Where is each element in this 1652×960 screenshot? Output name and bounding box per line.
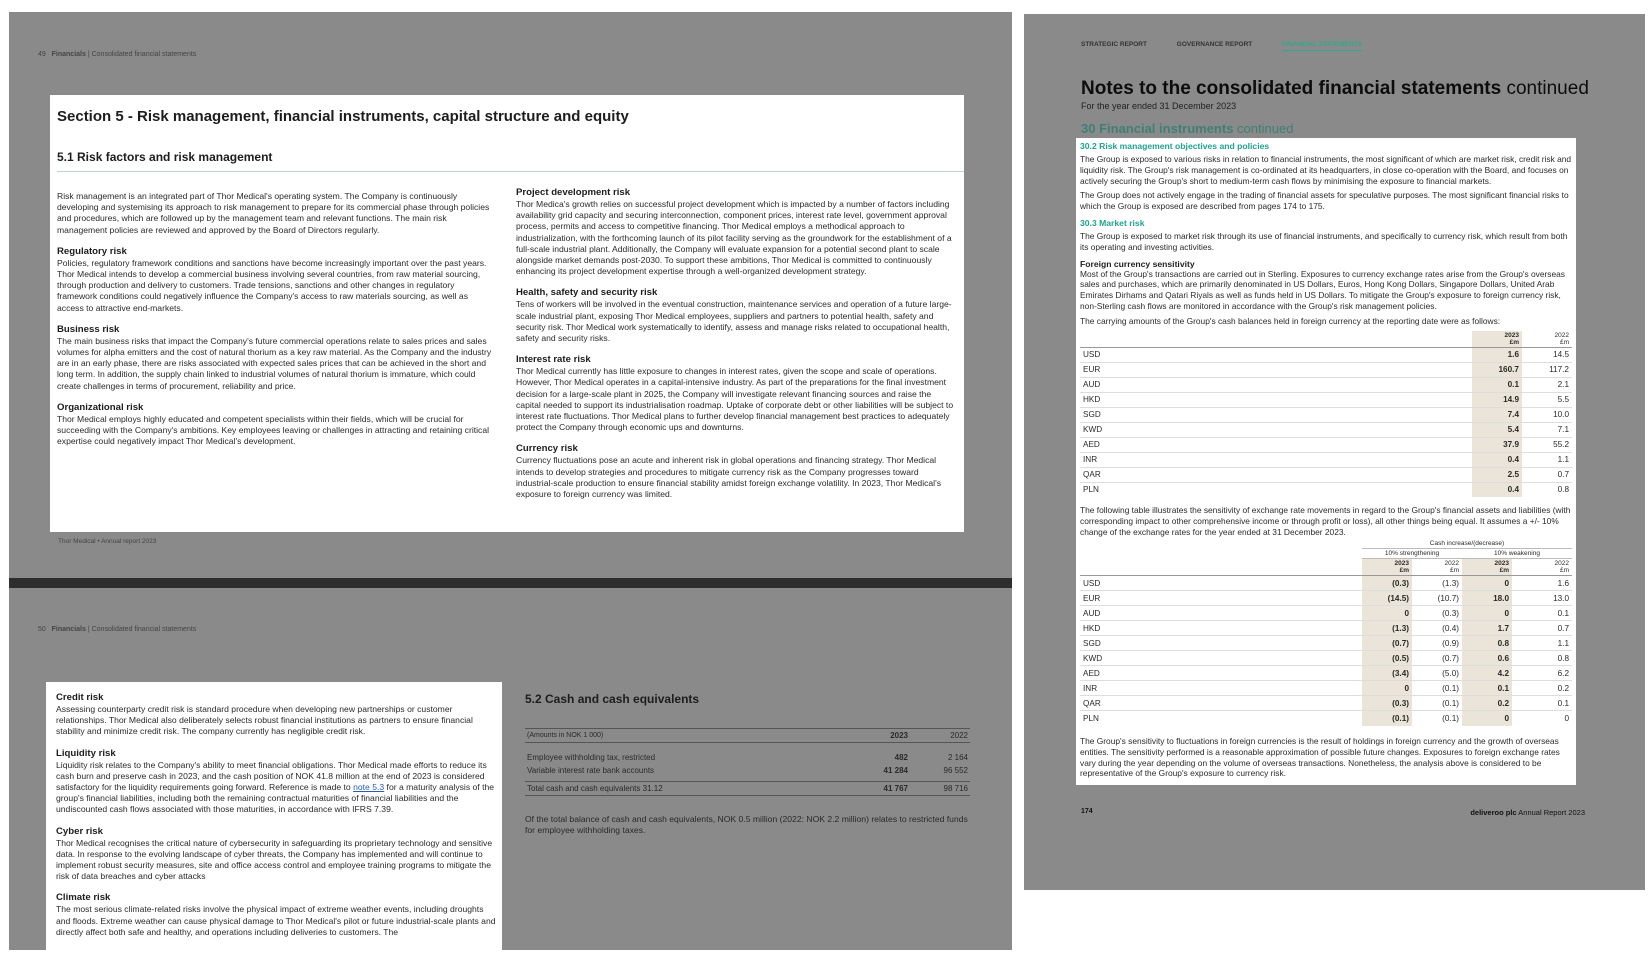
t1-col-2022: 2022 £m: [1554, 331, 1569, 346]
value-2022: 5.5: [1557, 395, 1569, 405]
table-header: [525, 729, 970, 743]
nav-governance-report[interactable]: GOVERNANCE REPORT: [1176, 41, 1253, 48]
str-2022: (0.1): [1442, 714, 1459, 724]
highlight-region: [46, 682, 502, 950]
brand-name: deliveroo plc: [1470, 808, 1517, 817]
table-row: [1080, 452, 1572, 467]
weakening-header: 10% weakening: [1462, 549, 1572, 559]
section-title: Section 5 - Risk management, financial instruments, capital structure and equity: [57, 108, 629, 125]
cash-balances-table: [1080, 331, 1572, 498]
risk-column: [56, 692, 496, 948]
total-row: [525, 781, 970, 795]
row-2022: 2 164: [947, 752, 968, 762]
currency-code: USD: [1083, 350, 1101, 360]
table-row: [525, 764, 970, 777]
currency-code: QAR: [1083, 698, 1101, 708]
business-risk-text: The main business risks that impact the Company's future commercial operations relate to sales prices and sales volumes for alpha emitters and the cost of natural thorium as a key raw material. As the Company and the industry are in an early phase, there are risks associated with expected sales prices that can be achieved in the short and long term. In addition, the supply chain linked to industrial volumes of natural thorium is immature, which could create challenges in terms of procurement, reliability and price.: [57, 335, 492, 391]
value-2023: 2.5: [1472, 467, 1522, 482]
table-row: [1080, 666, 1572, 681]
weak-2023: 0.8: [1462, 636, 1512, 651]
crumb-separator: |: [87, 626, 90, 633]
table-row: [1080, 467, 1572, 482]
str-2023: (0.3): [1362, 696, 1412, 711]
table-row: [1080, 711, 1572, 726]
s302-para-1: The Group is exposed to various risks in relation to financial instruments, the most significant of which are market risk, credit risk and liquidity risk. The Group's risk management is co-ordinated at its headquarters, in close co-operation with the Board, and focuses on actively securing the Group's short to medium-term cash flows by minimising the exposure to financial markets.: [1080, 154, 1572, 186]
divider: [57, 171, 964, 172]
climate-risk-heading: Climate risk: [56, 892, 111, 904]
str-2022: (0.3): [1442, 608, 1459, 618]
title-bold: Notes to the consolidated financial statements: [1081, 78, 1502, 99]
value-2022: 0.7: [1557, 470, 1569, 480]
table-row: [1080, 681, 1572, 696]
page-footer: Thor Medical • Annual report 2023: [58, 538, 157, 545]
currency-code: HKD: [1083, 623, 1101, 633]
currency-risk-heading: Currency risk: [516, 443, 578, 455]
currency-code: EUR: [1083, 593, 1101, 603]
closing-para: The Group's sensitivity to fluctuations in foreign currencies is the result of holdings in foreign currency and the growth of overseas entities. The sensitivity performed is a reasonable approximation of possible future changes. Exposures to foreign exchange rates vary during the year depending on the volume of overseas transactions. Nonetheless, the analysis above is considered to be representative of the Group's exposure to currency risk.: [1080, 735, 1560, 779]
value-2023: 0.4: [1472, 482, 1522, 497]
str-2022: (5.0): [1442, 668, 1459, 678]
total-2022: 98 716: [943, 783, 968, 793]
crumb-consolidated: Consolidated financial statements: [91, 626, 197, 633]
table-row: [1080, 636, 1572, 651]
liquidity-text-b: for a maturity analysis of the group's financial liabilities, including both the remaining contractual maturities of financial liabilities and the undiscounted cash flows associated with those maturities, in accordance with IFRS 7.39.: [56, 782, 495, 815]
table-row: [1080, 437, 1572, 452]
str-2022: (0.1): [1442, 683, 1459, 693]
footer-brand: [1470, 808, 1585, 817]
t1-col-2023: 2023 £m: [1472, 331, 1522, 348]
table-row: [1080, 651, 1572, 666]
table-row: [1080, 392, 1572, 407]
value-2023: 5.4: [1472, 422, 1522, 437]
column-right: [516, 187, 956, 510]
column-left: [57, 191, 493, 457]
weak-2023: 18.0: [1462, 591, 1512, 606]
str-2023: 0: [1362, 606, 1412, 621]
cyber-risk-text: Thor Medical recognises the critical nature of cybersecurity in safeguarding its proprietary technology and sensitive data. In response to the evolving landscape of cyber threats, the Company has implemented and will continue to implement robust security measures, site and office access control and employee training programs to mitigate the risk of data breaches and cyber attacks: [56, 837, 493, 882]
nav-strategic-report[interactable]: STRATEGIC REPORT: [1081, 41, 1147, 48]
weak-2022: 6.2: [1557, 668, 1569, 678]
s303-para-1: The Group is exposed to market risk through its use of financial instruments, and specifically to currency risk, which result from both its operating and investing activities.: [1080, 230, 1568, 252]
currency-code: QAR: [1083, 470, 1101, 480]
group-header: [1080, 539, 1572, 549]
fcs-heading: Foreign currency sensitivity: [1080, 258, 1195, 269]
cyber-risk-heading: Cyber risk: [56, 825, 103, 837]
str-2023: (0.3): [1362, 576, 1412, 591]
page-number: 50: [38, 626, 46, 633]
table-row: [1080, 576, 1572, 591]
currency-code: PLN: [1083, 485, 1099, 495]
credit-risk-heading: Credit risk: [56, 692, 104, 703]
value-2023: 0.4: [1472, 452, 1522, 467]
business-risk-heading: Business risk: [57, 323, 120, 335]
currency-code: KWD: [1083, 653, 1103, 663]
str-2023: (0.5): [1362, 651, 1412, 666]
str-2023: (1.3): [1362, 621, 1412, 636]
table-row: [1080, 621, 1572, 636]
liquidity-risk-text: [56, 760, 496, 816]
row-2023: 482: [894, 752, 908, 762]
value-2023: 0.1: [1472, 377, 1522, 392]
notes-subtitle: For the year ended 31 December 2023: [1081, 101, 1237, 111]
subsection-title: 5.1 Risk factors and risk management: [57, 150, 273, 164]
cash-increase-header: Cash increase/(decrease): [1362, 539, 1572, 549]
value-2023: 7.4: [1472, 407, 1522, 422]
page-number: 49: [38, 51, 46, 58]
page-header: [38, 626, 196, 633]
weak-2022: 13.0: [1553, 593, 1569, 603]
page-174-viewer: [1024, 14, 1645, 890]
year-header: 2023 £m 2022 £m 2023 £m 2022 £m: [1080, 559, 1572, 576]
currency-code: INR: [1083, 683, 1098, 693]
str-2023: 0: [1362, 681, 1412, 696]
table-row: [1080, 407, 1572, 422]
organizational-risk-heading: Organizational risk: [57, 401, 144, 413]
currency-code: SGD: [1083, 410, 1101, 420]
table-row: [1080, 696, 1572, 711]
cash-title: 5.2 Cash and cash equivalents: [525, 692, 700, 706]
table-row: [1080, 591, 1572, 606]
currency-code: AED: [1083, 668, 1100, 678]
sensitivity-para: The following table illustrates the sensitivity of exchange rate movements in regard to the Group's financial assets and liabilities (with corresponding impact to other comprehensive income or through profit or loss), all other things being equal. It assumes a +/- 10% change of the exchange rates for the year ended at 31 December 2023.: [1080, 505, 1571, 537]
organizational-risk-text: Thor Medical employs highly educated and competent specialists within their fields, which will be crucial for succeeding with the Company's ambitions. Key employees leaving or challenges in attracting and retaining critical expertise could negatively impact Thor Medical's development.: [57, 413, 490, 447]
s302-heading: 30.2 Risk management objectives and policies: [1080, 141, 1270, 151]
highlight-region: [50, 95, 964, 532]
value-2022: 55.2: [1553, 440, 1569, 450]
table-row: [1080, 347, 1572, 362]
currency-code: SGD: [1083, 638, 1101, 648]
amounts-label: (Amounts in NOK 1 000): [527, 732, 604, 739]
currency-code: KWD: [1083, 425, 1103, 435]
note-5-3-link[interactable]: note 5.3: [353, 782, 385, 793]
table-row: [1080, 362, 1572, 377]
str-2023: (0.7): [1362, 636, 1412, 651]
sensitivity-table: [1080, 539, 1572, 726]
title-light: continued: [1501, 78, 1589, 99]
weak-2023: 4.2: [1462, 666, 1512, 681]
section-bold: 30 Financial instruments: [1081, 121, 1234, 136]
table-row: [525, 751, 970, 764]
row-label: Variable interest rate bank accounts: [527, 765, 655, 775]
hss-risk-text: Tens of workers will be involved in the eventual construction, maintenance services and operation of a future large-scale industrial plant, exposing Thor Medical employees, suppliers and partners to potential health, safety and security risk. Thor Medical work systematically to identify, assess and manage risks related to occupational health, safety and security risks.: [516, 299, 952, 344]
hss-risk-heading: Health, safety and security risk: [516, 287, 658, 299]
row-2023: 41 284: [883, 765, 908, 775]
climate-risk-text: The most serious climate-related risks involve the physical impact of extreme weather events, including droughts and floods. Extreme weather can cause physical damage to Thor Medical's pilot or future industrial-scale plants and directly affect both safe and healthy, and operations including deliveries to customers. The: [56, 904, 496, 937]
str-2022: (10.7): [1437, 593, 1459, 603]
top-nav: [1081, 41, 1362, 48]
weak-2023: 0.6: [1462, 651, 1512, 666]
crumb-consolidated: Consolidated financial statements: [91, 51, 197, 58]
section-light: continued: [1233, 121, 1294, 136]
liquidity-risk-heading: Liquidity risk: [56, 747, 116, 759]
weak-2023: 0: [1462, 711, 1512, 726]
sub-header: [1080, 549, 1572, 559]
currency-code: AUD: [1083, 380, 1101, 390]
row-2022: 96 552: [943, 765, 968, 775]
str-2022: (1.3): [1442, 578, 1459, 588]
weak-2022: 0.1: [1557, 608, 1569, 618]
fcs-para-2: The carrying amounts of the Group's cash balances held in foreign currency at the reporting date were as follows:: [1080, 315, 1501, 326]
table-row: [1080, 377, 1572, 392]
page-50-viewer: [9, 588, 1012, 950]
value-2022: 14.5: [1553, 350, 1569, 360]
regulatory-risk-heading: Regulatory risk: [57, 245, 127, 257]
str-2022: (0.7): [1442, 653, 1459, 663]
weak-2022: 0: [1564, 714, 1569, 724]
page-number: 174: [1081, 808, 1093, 815]
table-row: [1080, 422, 1572, 437]
value-2023: 37.9: [1472, 437, 1522, 452]
table-row: [1080, 482, 1572, 497]
project-risk-text: Thor Medica's growth relies on successful project development which is impacted by a number of factors including availability grid capacity and securing interconnection, component prices, interest rate level, government approval process, permits and access to competitive financing. Thor Medical employs a methodical approach to industrialization, with the forthcoming launch of its pilot facility serving as the groundwork for the establishment of a full-scale industrial plant. Additionally, the Company will evaluate expansion for a potential second plant to scale alongside market demands post-2030. To support these ambitions, Thor Medical is committed to continuously enhancing its project development expertise through a well-organized development strategy.: [516, 199, 952, 277]
highlight-region: [1076, 138, 1576, 785]
nav-financial-statements[interactable]: FINANCIAL STATEMENTS: [1282, 41, 1362, 51]
currency-code: PLN: [1083, 714, 1099, 724]
footer-text: Annual Report 2023: [1516, 808, 1585, 817]
total-2023: 41 767: [883, 783, 908, 793]
section-heading: [1081, 121, 1293, 136]
weak-2022: 0.2: [1557, 683, 1569, 693]
weak-2023: 0: [1462, 606, 1512, 621]
currency-code: HKD: [1083, 395, 1101, 405]
str-2022: (0.4): [1442, 623, 1459, 633]
cash-table: [525, 728, 970, 796]
credit-risk-text: Assessing counterparty credit risk is standard procedure when developing new partnerships or customer relationships. Thor Medical also deliberately selects robust financial institutions as partners to ensure financial stability and minimize credit risk. The company currently has negligible credit risk.: [56, 704, 473, 737]
notes-title: [1081, 78, 1589, 100]
str-2023: (3.4): [1362, 666, 1412, 681]
s302-para-2: The Group does not actively engage in the trading of financial assets for speculative purposes. The most significant financial risks to which the Group is exposed are described from pages 174 to 175.: [1080, 190, 1569, 212]
crumb-financials: Financials: [51, 51, 86, 58]
page-49-viewer: [9, 12, 1012, 578]
total-label: Total cash and cash equivalents 31.12: [527, 783, 663, 793]
weak-2022: 0.1: [1557, 698, 1569, 708]
row-label: Employee withholding tax, restricted: [527, 752, 656, 762]
value-2023: 160.7: [1472, 362, 1522, 377]
liquidity-text-a: Liquidity risk relates to the Company's ability to meet financial obligations. Thor Medical made efforts to reduce its cash burn and preserve cash in 2023, and the cash position of NOK 41.8 million at the end of 2023 is considered satisfactory for the liquidity requirements going forward. Reference is made to: [56, 759, 487, 793]
strengthening-header: 10% strengthening: [1362, 549, 1462, 559]
value-2023: 14.9: [1472, 392, 1522, 407]
value-2023: 1.6: [1472, 347, 1522, 362]
str-2023: (0.1): [1362, 711, 1412, 726]
weak-2023: 0: [1462, 576, 1512, 591]
intro-text: Risk management is an integrated part of Thor Medical's operating system. The Company is continuously developing and systemising its approach to risk management to prepare for its commercial phase through policies and procedures, which are followed up by the management team and relevant functions. The main risk management policies are reviewed and approved by the Board of Directors regularly.: [57, 191, 490, 235]
value-2022: 1.1: [1557, 455, 1569, 465]
page-separator: [9, 578, 1012, 588]
currency-risk-text: Currency fluctuations pose an acute and inherent risk in global operations and financing strategy. Thor Medical intends to develop strategies and procedures to mitigate currency risk as the Company progresses toward industrial-scale production to ensure financial stability amidst foreign exchange volatility. In 2023, Thor Medical's exposure to foreign currency was limited.: [516, 455, 942, 500]
weak-2022: 0.8: [1557, 653, 1569, 663]
value-2022: 7.1: [1557, 425, 1569, 435]
str-2022: (0.1): [1442, 698, 1459, 708]
value-2022: 0.8: [1557, 485, 1569, 495]
currency-code: EUR: [1083, 365, 1101, 375]
crumb-separator: |: [87, 51, 90, 58]
weak-2022: 0.7: [1557, 623, 1569, 633]
weak-2022: 1.1: [1557, 638, 1569, 648]
currency-code: USD: [1083, 578, 1101, 588]
value-2022: 2.1: [1557, 380, 1569, 390]
table-header: [1080, 331, 1572, 348]
value-2022: 10.0: [1553, 410, 1569, 420]
table-row: [1080, 606, 1572, 621]
fcs-para-1: Most of the Group's transactions are carried out in Sterling. Exposures to currency exchange rates arise from the Group's overseas sales and purchases, which are primarily denominated in US Dollars, Euros, Hong Kong Dollars, Singapore Dollars, United Arab Emirates Dirhams and Qatari Riyals as well as funds held in US Dollars. To mitigate the Group's exposure to foreign currency risk, non-Sterling cash flows are monitored in accordance with the Group's risk management policies.: [1080, 268, 1565, 311]
regulatory-risk-text: Policies, regulatory framework conditions and sanctions have become increasingly important over the past years. Thor Medical intends to develop a commercial business involving several countries, from raw material sourcing, through production and delivery to customers. Trade tensions, sanctions and other changes in regulatory framework conditions could negatively influence the Company's access to raw materials sourcing, as well as access to attractive end-markets.: [57, 257, 487, 313]
page-header: [38, 51, 196, 58]
str-2022: (0.9): [1442, 638, 1459, 648]
currency-code: AUD: [1083, 608, 1101, 618]
col-2022: 2022: [950, 731, 968, 740]
interest-rate-risk-text: Thor Medical currently has little exposure to changes in interest rates, given the scope and scale of operations. However, Thor Medical operates in a capital-intensive industry. As part of the preparations for the final investment decision for a large-scale plant in 2025, the Company will investigate relevant financing sources and raise the capital needed to support its industrialisation roadmap. Uptake of corporate debt or other liabilities will be subject to interest rate fluctuations. Thor Medical plans to further develop financial management best practices to adequately protect the Company through economic ups and downturns.: [516, 366, 954, 433]
weak-2023: 0.1: [1462, 681, 1512, 696]
s303-heading: 30.3 Market risk: [1080, 217, 1145, 228]
col-2023: 2023: [890, 731, 908, 740]
cash-section: [525, 692, 970, 836]
weak-2022: 1.6: [1557, 578, 1569, 588]
cash-note: Of the total balance of cash and cash equivalents, NOK 0.5 million (2022: NOK 2.2 million) relates to restricted funds for employee withholding taxes.: [525, 813, 968, 835]
value-2022: 117.2: [1549, 365, 1569, 375]
weak-2023: 1.7: [1462, 621, 1512, 636]
currency-code: INR: [1083, 455, 1098, 465]
str-2023: (14.5): [1362, 591, 1412, 606]
weak-2023: 0.2: [1462, 696, 1512, 711]
interest-rate-risk-heading: Interest rate risk: [516, 354, 591, 366]
project-risk-heading: Project development risk: [516, 187, 631, 198]
crumb-financials: Financials: [51, 626, 86, 633]
currency-code: AED: [1083, 440, 1100, 450]
